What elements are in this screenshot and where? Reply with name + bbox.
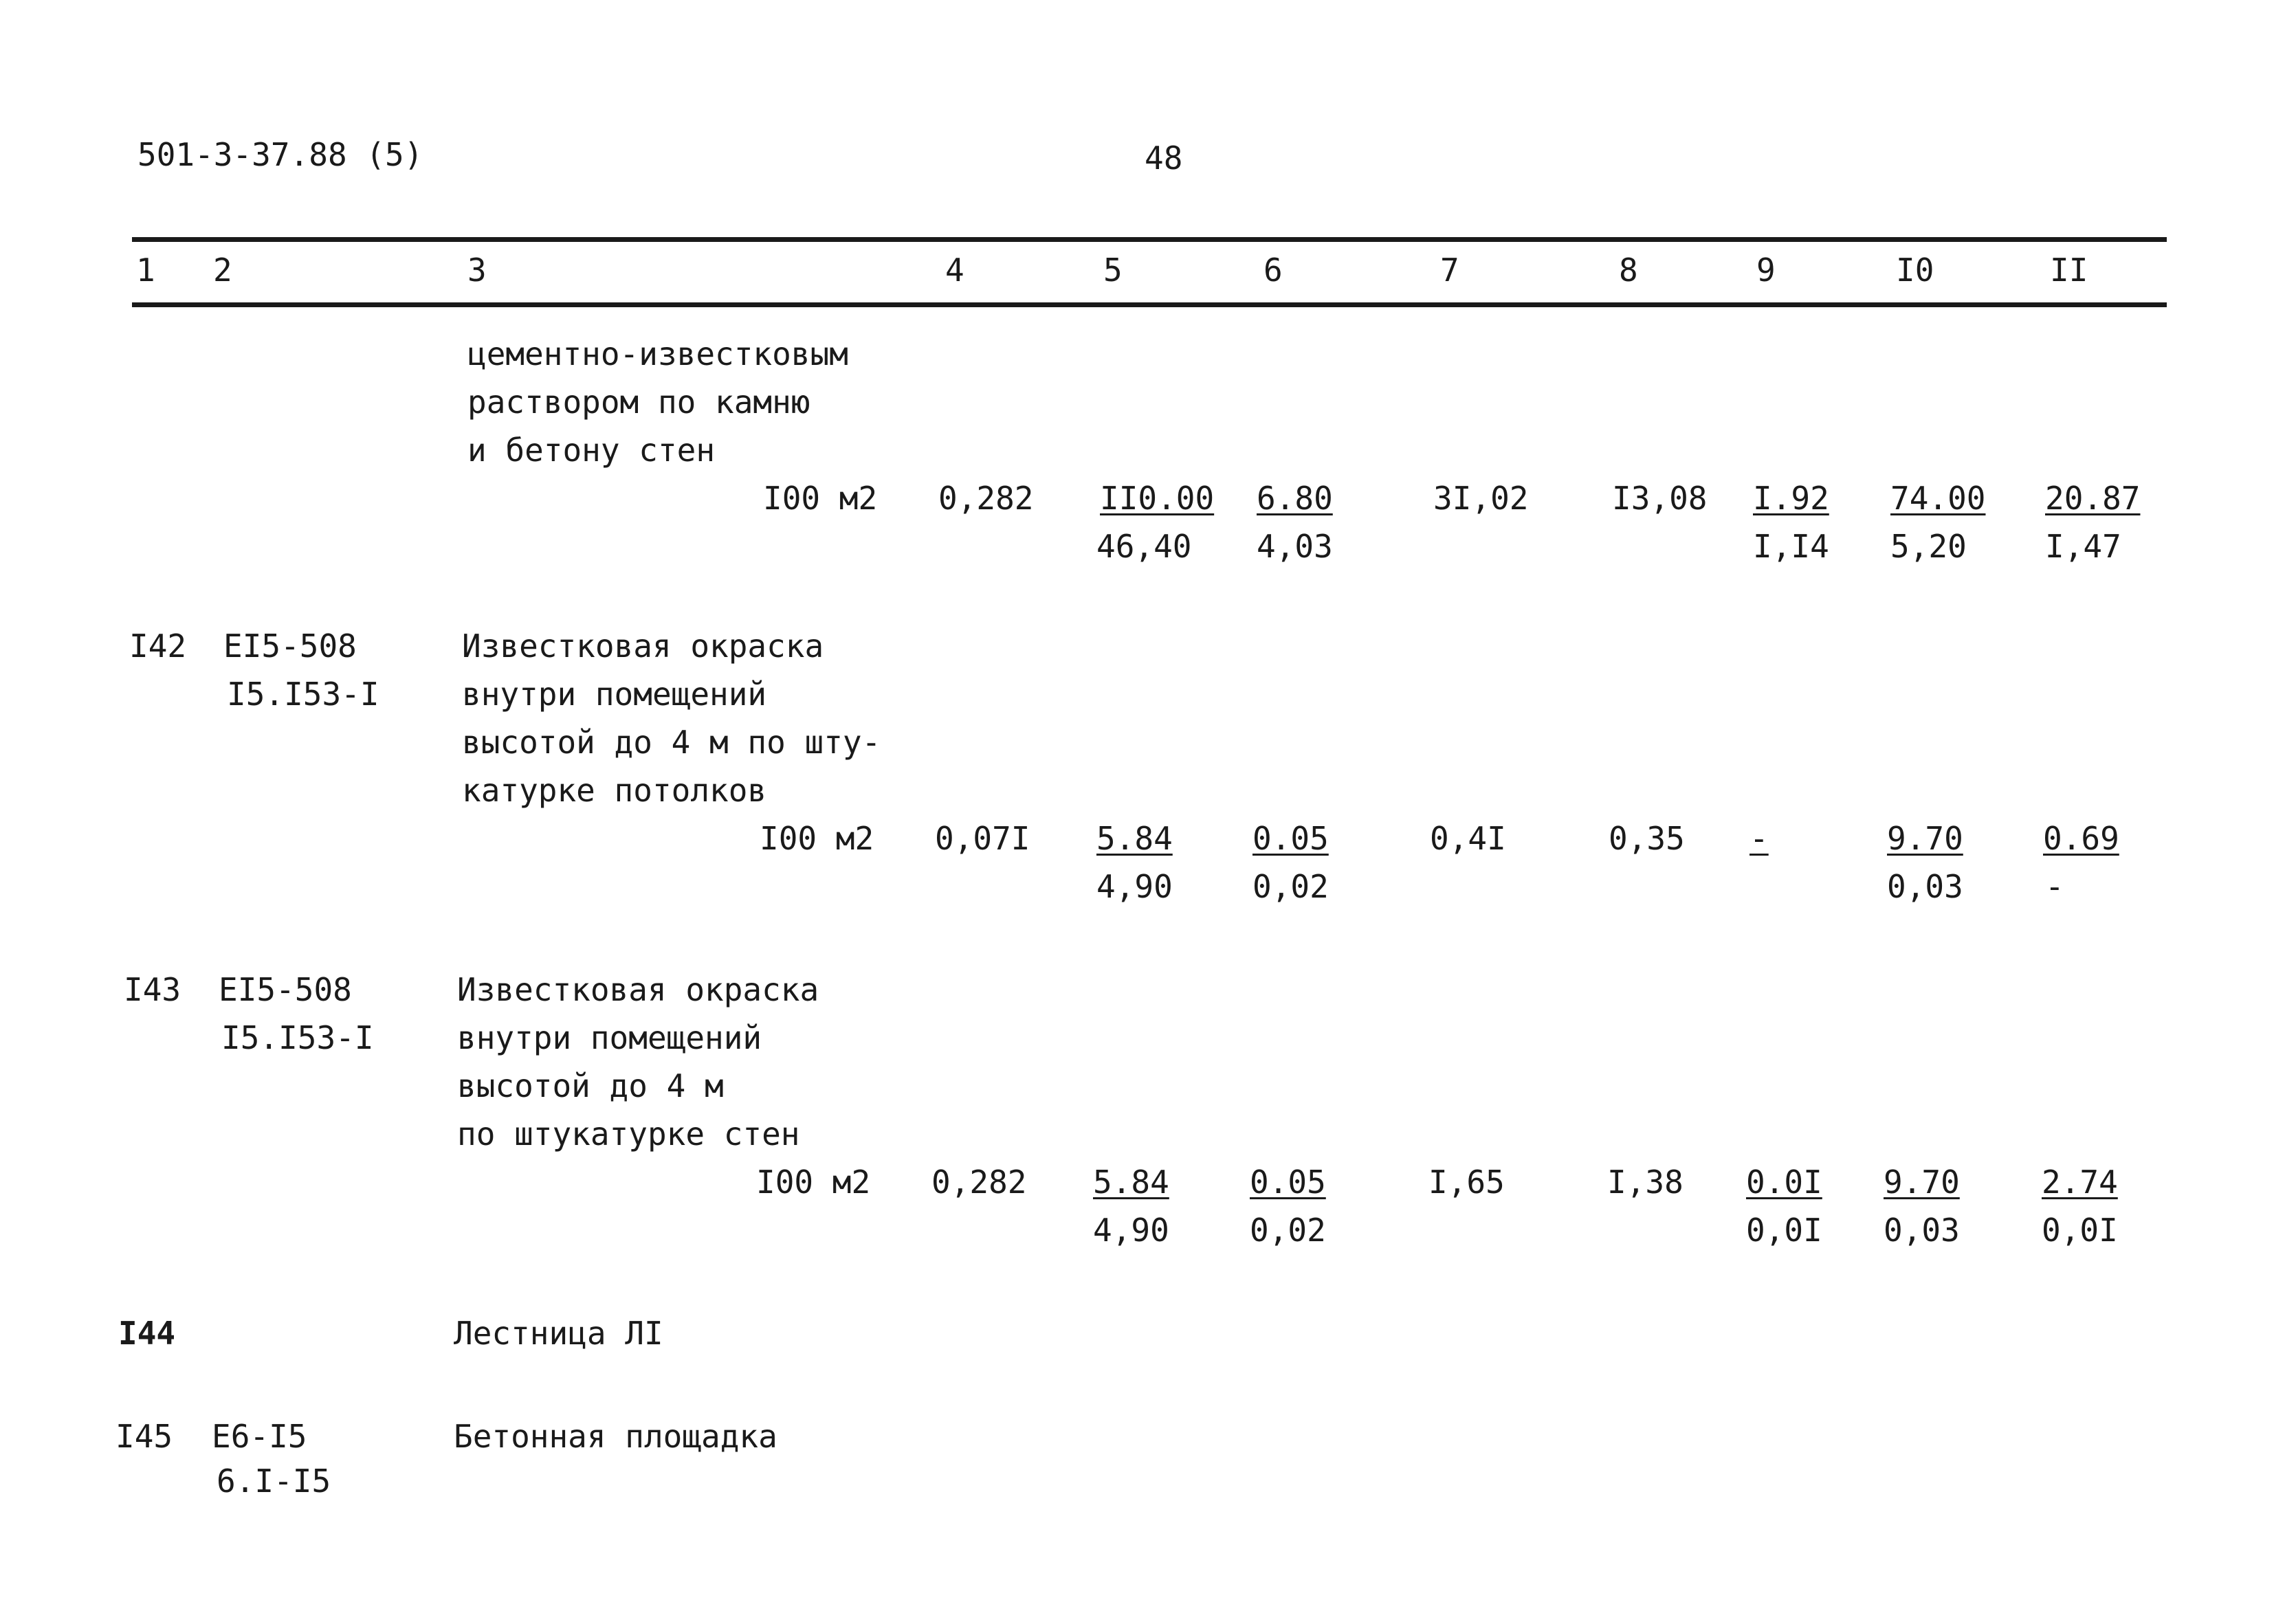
- cell-c8: I,38: [1607, 1164, 1684, 1201]
- row-number: I45: [115, 1418, 173, 1455]
- cell-c11-top: 0.69: [2043, 820, 2119, 857]
- cell-c11-top: 20.87: [2045, 480, 2141, 517]
- cell-c11-bottom: 0,0I: [2042, 1212, 2118, 1249]
- row-code-line: EI5-508: [219, 971, 352, 1008]
- row-quantity: 0,282: [931, 1164, 1027, 1201]
- cell-c9-top: I.92: [1753, 480, 1829, 517]
- cell-c9-bottom: I,I4: [1753, 528, 1829, 565]
- cell-c10-top: 74.00: [1890, 480, 1986, 517]
- cell-c6-bottom: 0,02: [1252, 868, 1329, 905]
- row-description-line: высотой до 4 м: [457, 1067, 724, 1104]
- page-number: 48: [1145, 140, 1183, 177]
- row-code-line: I5.I53-I: [221, 1019, 374, 1056]
- column-header-3: 3: [467, 252, 487, 289]
- row-code-line: 6.I-I5: [217, 1462, 331, 1500]
- cell-c5-top: 5.84: [1093, 1164, 1169, 1201]
- cell-c10-bottom: 5,20: [1890, 528, 1967, 565]
- document-code: 501-3-37.88 (5): [137, 136, 423, 173]
- cell-c10-bottom: 0,03: [1887, 868, 1963, 905]
- row-description-line: катурке потолков: [462, 772, 767, 809]
- row-description-line: Известковая окраска: [457, 971, 819, 1008]
- row-unit: I00 м2: [756, 1164, 871, 1201]
- cell-c10-bottom: 0,03: [1884, 1212, 1960, 1249]
- row-description-line: Известковая окраска: [462, 627, 824, 665]
- cell-c5-bottom: 4,90: [1093, 1212, 1169, 1249]
- cell-c5-top: 5.84: [1096, 820, 1173, 857]
- cell-c5-top: II0.00: [1100, 480, 1215, 517]
- cell-c7: 3I,02: [1433, 480, 1529, 517]
- row-code-line: E6-I5: [212, 1418, 307, 1455]
- cell-c7: I,65: [1428, 1164, 1505, 1201]
- cell-c6-bottom: 4,03: [1257, 528, 1333, 565]
- column-header-5: 5: [1103, 252, 1123, 289]
- row-number: I43: [124, 971, 181, 1008]
- row-number: I44: [118, 1315, 176, 1352]
- row-description-line: цементно-известковым: [467, 335, 848, 372]
- cell-c6-bottom: 0,02: [1250, 1212, 1326, 1249]
- cell-c5-bottom: 4,90: [1096, 868, 1173, 905]
- cell-c11-bottom: -: [2045, 868, 2064, 905]
- column-header-8: 8: [1619, 252, 1638, 289]
- column-header-4: 4: [945, 252, 964, 289]
- row-description-line: внутри помещений: [457, 1019, 762, 1056]
- column-header-7: 7: [1440, 252, 1459, 289]
- row-code-line: I5.I53-I: [227, 676, 379, 713]
- column-header-1: 1: [136, 252, 155, 289]
- cell-c6-top: 0.05: [1250, 1164, 1326, 1201]
- cell-c8: 0,35: [1609, 820, 1685, 857]
- cell-c6-top: 0.05: [1252, 820, 1329, 857]
- row-description-line: внутри помещений: [462, 676, 767, 713]
- row-number: I42: [129, 627, 187, 665]
- cell-c11-bottom: I,47: [2045, 528, 2121, 565]
- row-description-line: по штукатурке стен: [457, 1115, 800, 1153]
- cell-c8: I3,08: [1612, 480, 1708, 517]
- cell-c10-top: 9.70: [1884, 1164, 1960, 1201]
- column-header-9: 9: [1756, 252, 1776, 289]
- cell-c6-top: 6.80: [1257, 480, 1333, 517]
- cell-c9-top: -: [1749, 820, 1769, 857]
- row-description-line: раствором по камню: [467, 383, 810, 421]
- cell-c5-bottom: 46,40: [1096, 528, 1192, 565]
- row-quantity: 0,07I: [935, 820, 1030, 857]
- row-description-line: высотой до 4 м по шту-: [462, 724, 881, 761]
- row-description-line: и бетону стен: [467, 432, 716, 469]
- cell-c11-top: 2.74: [2042, 1164, 2118, 1201]
- cell-c9-top: 0.0I: [1746, 1164, 1822, 1201]
- row-description: Лестница ЛI: [454, 1315, 663, 1352]
- column-header-2: 2: [213, 252, 232, 289]
- row-unit: I00 м2: [763, 480, 878, 517]
- cell-c7: 0,4I: [1430, 820, 1506, 857]
- column-header-6: 6: [1263, 252, 1283, 289]
- row-quantity: 0,282: [938, 480, 1034, 517]
- cell-c9-bottom: 0,0I: [1746, 1212, 1822, 1249]
- row-unit: I00 м2: [760, 820, 874, 857]
- row-description: Бетонная площадка: [454, 1418, 777, 1455]
- row-code-line: EI5-508: [223, 627, 357, 665]
- header-top-rule: [132, 237, 2167, 242]
- column-header-11: II: [2050, 252, 2088, 289]
- column-header-10: I0: [1896, 252, 1934, 289]
- header-bottom-rule: [132, 302, 2167, 307]
- cell-c10-top: 9.70: [1887, 820, 1963, 857]
